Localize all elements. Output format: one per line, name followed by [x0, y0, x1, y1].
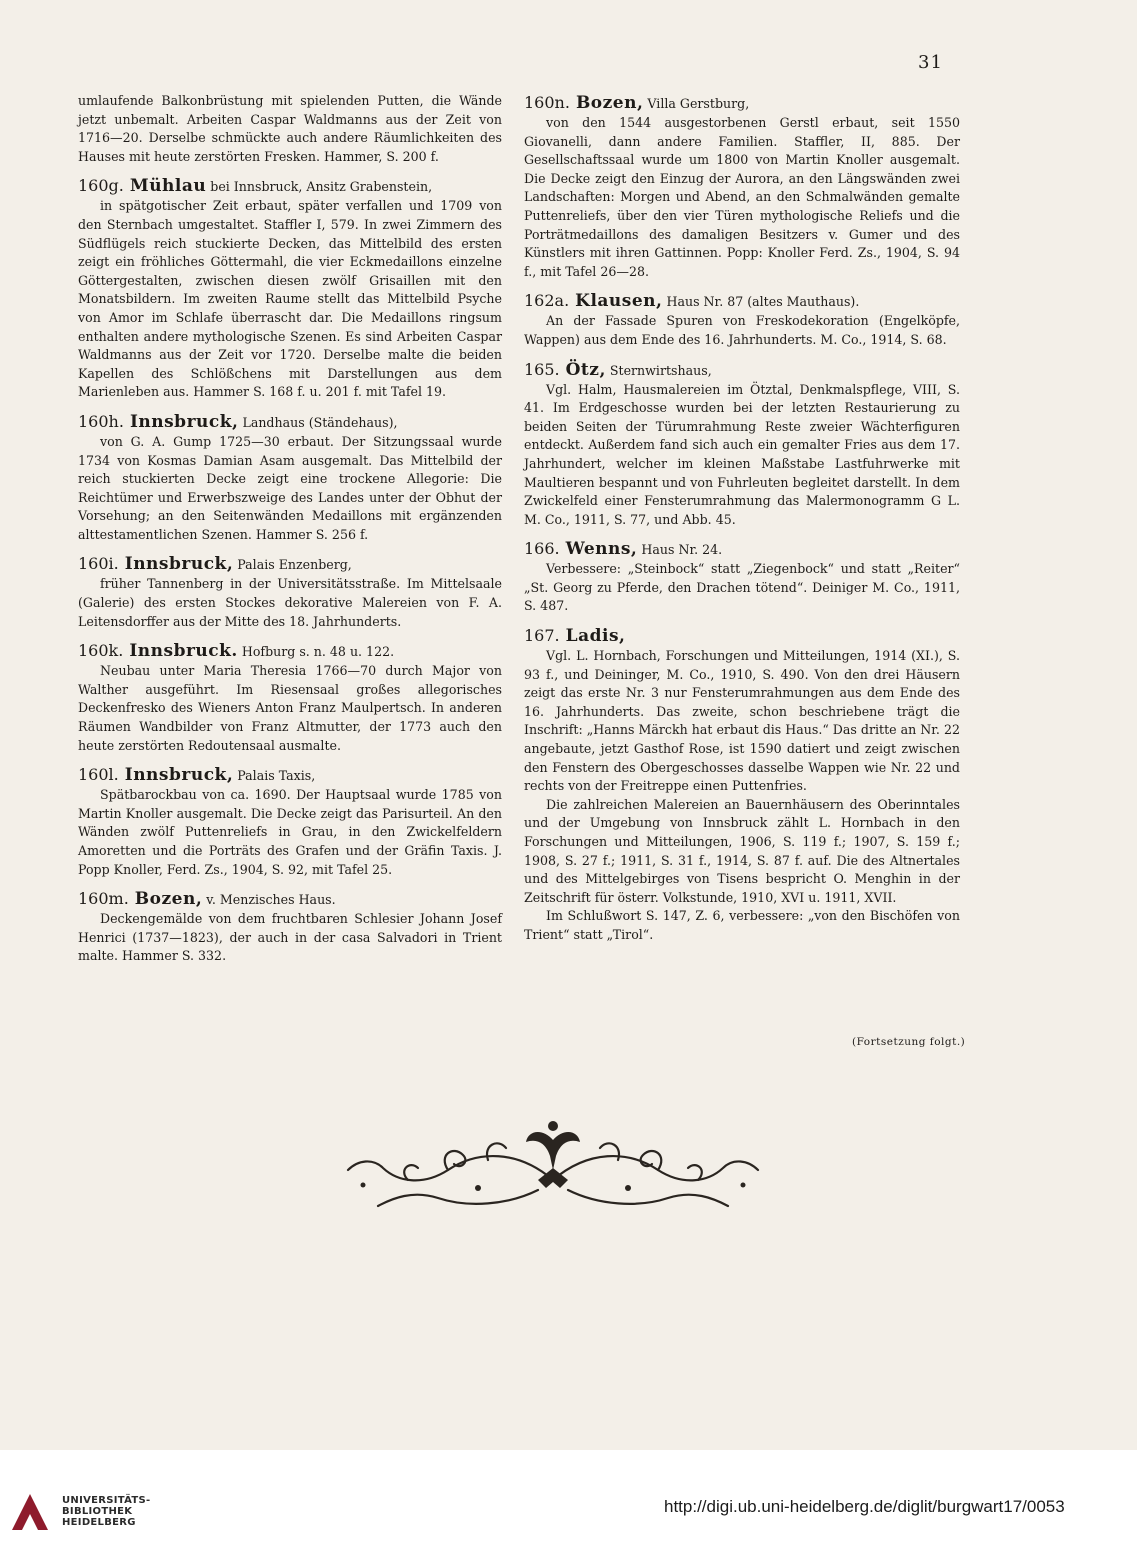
entry-place: Bozen, — [575, 93, 644, 113]
entry-place: Bozen, — [134, 889, 203, 910]
entry-heading — [524, 290, 960, 312]
entry-subtitle: bei Innsbruck, Ansitz Grabenstein, — [210, 179, 433, 195]
entry-place: Wenns, — [565, 539, 638, 560]
entry-text-closing: Im Schlußwort S. 147, Z. 6, verbessere: „von den Bischöfen von Trient“ statt „Tirol“. — [524, 908, 960, 942]
entry-number: 160h. — [78, 411, 124, 431]
entry-text: Neubau unter Maria Theresia 1766—70 durch Major von Walther ausgeführt. Im Riesensaal großes allegorisches Deckenfresko des Wieners Anton Franz Maulpertsch. In anderen Räumen Wandbilder von Franz Altmutter, der 1773 auch den heute zerstörten Redoutensaal ausmalte. — [78, 663, 502, 753]
entry-place: Ötz, — [565, 359, 606, 380]
entry-subtitle: Haus Nr. 24. — [641, 542, 723, 558]
page-number: 31 — [918, 52, 943, 73]
university-library-logo-icon — [8, 1490, 52, 1534]
entry-place: Klausen, — [575, 291, 663, 312]
entry-text: An der Fassade Spuren von Freskodekoration (Engelköpfe, Wappen) aus dem Ende des 16. Jahrhunderts. M. Co., 1914, S. 68. — [524, 313, 960, 347]
entry-subtitle: Palais Taxis, — [237, 768, 316, 784]
entry-166 — [524, 538, 960, 616]
entry-number: 160m. — [78, 889, 129, 909]
entry-160h — [78, 411, 502, 545]
entry-place: Innsbruck. — [129, 641, 238, 662]
left-column — [78, 92, 502, 966]
library-name — [62, 1495, 151, 1528]
entry-subtitle: Sternwirtshaus, — [609, 362, 712, 378]
entry-number: 160l. — [78, 765, 119, 785]
entry-165 — [524, 359, 960, 530]
entry-text: Vgl. L. Hornbach, Forschungen und Mitteilungen, 1914 (XI.), S. 93 f., und Deininger, M. Co., 1910, S. 490. Von den drei Häusern zeigt das erste Nr. 3 nur Fensterumrahmungen aus dem Ende des 16. Jahrhunderts. Das zweite, schon beschriebene trägt die Inschrift: „Hanns Märckh hat erbaut dis Haus.“ Das dritte an Nr. 22 angebaute, jetzt Gasthof Rose, ist 1590 datiert und zeigt zwischen den Fenstern des Obergeschosses dasselbe Wappen wie Nr. 22 und rechts von der Freitreppe einen Puttenfries. — [524, 648, 960, 794]
entry-text: Verbessere: „Steinbock“ statt „Ziegenbock“ und statt „Reiter“ „St. Georg zu Pferde, den Drachen tötend“. Deiniger M. Co., 1911, S. 487. — [524, 561, 960, 614]
entry-number: 167. — [524, 626, 560, 646]
entry-subtitle: Haus Nr. 87 (altes Mauthaus). — [666, 294, 860, 310]
entry-160k — [78, 640, 502, 755]
entry-subtitle: Hofburg s. n. 48 u. 122. — [241, 644, 395, 660]
entry-place: Ladis, — [565, 626, 626, 647]
entry-number: 160n. — [524, 93, 570, 112]
entry-160i — [78, 553, 502, 631]
entry-text: Spätbarockbau von ca. 1690. Der Hauptsaal wurde 1785 von Martin Knoller ausgemalt. Die Decke zeigt das Parisurteil. An den Wänden zwölf Puttenreliefs in Grau, in den Zwickelfeldern Amoretten und die Porträts des Grafen und der Gräfin Taxis. J. Popp Knoller, Ferd. Zs., 1904, S. 92, mit Tafel 25. — [78, 787, 502, 877]
entry-place: Innsbruck, — [129, 411, 239, 432]
entry-number: 166. — [524, 539, 560, 559]
entry-167 — [524, 625, 960, 945]
entry-text: von G. A. Gump 1725—30 erbaut. Der Sitzungssaal wurde 1734 von Kosmas Damian Asam ausgemalt. Das Mittelbild der reich stuckierten Decke zeigt eine trockene Allegorie: Die Reichtümer und Erwerbszweige des Landes unter der Obhut der Vorsehung; an den Seitenwänden Medaillons mit ergänzenden alttestamentlichen Szenen. Hammer S. 256 f. — [78, 433, 502, 542]
entry-number: 160i. — [78, 554, 119, 574]
entry-place: Mühlau — [129, 176, 207, 197]
entry-160m — [78, 888, 502, 966]
entry-subtitle: Palais Enzenberg, — [237, 557, 352, 573]
continuation-note: (Fortsetzung folgt.) — [852, 1036, 966, 1048]
entry-heading — [78, 411, 502, 433]
entry-subtitle: v. Menzisches Haus. — [206, 892, 336, 908]
entry-160g — [78, 175, 502, 402]
entry-heading — [524, 359, 960, 381]
intro-paragraph: umlaufende Balkonbrüstung mit spielenden Putten, die Wände jetzt unbemalt. Arbeiten Caspar Waldmanns aus der Zeit von 1716—20. Derselbe schmückte auch andere Räumlichkeiten des Hauses mit heute zerstörten Fresken. Hammer, S. 200 f. — [78, 93, 502, 164]
entry-number: 160k. — [78, 641, 124, 661]
entry-heading — [78, 888, 502, 910]
right-column — [524, 92, 960, 945]
entry-heading — [524, 625, 960, 647]
footer-bar — [0, 1450, 1137, 1559]
entry-subtitle: Villa Gerstburg, — [647, 96, 750, 111]
source-url-link[interactable]: http://digi.ub.uni-heidelberg.de/diglit/burgwart17/0053 — [664, 1497, 1065, 1516]
entry-text: früher Tannenberg in der Universitätsstraße. Im Mittelsaale (Galerie) des ersten Stockes dekorative Malereien von F. A. Leitensdorffer aus der Mitte des 18. Jahrhunderts. — [78, 576, 502, 629]
entry-160l — [78, 764, 502, 879]
library-name-line: UNIVERSITÄTS- — [62, 1495, 151, 1506]
entry-heading — [524, 538, 960, 560]
library-name-line: HEIDELBERG — [62, 1517, 136, 1528]
entry-heading — [78, 764, 502, 786]
entry-subtitle: Landhaus (Ständehaus), — [242, 414, 398, 430]
entry-162a — [524, 290, 960, 349]
entry-place: Innsbruck, — [124, 765, 234, 786]
entry-heading — [78, 175, 502, 197]
entry-heading — [524, 92, 960, 114]
entry-number: 160g. — [78, 176, 124, 196]
entry-text: von den 1544 ausgestorbenen Gerstl erbaut, seit 1550 Giovanelli, dann andere Familien. Staffler, II, 885. Der Gesellschaftssaal wurde um 1800 von Martin Knoller ausgemalt. Die Decke zeigt den Einzug der Aurora, an den Längswänden zwei Landschaften: Morgen und Abend, an den Schmalwänden gemalte Puttenreliefs, über den vier Türen mythologische Reliefs und die Porträtmedaillons des damaligen Besitzers v. Gumer und des Künstlers mit ihren Gattinnen. Popp: Knoller Ferd. Zs., 1904, S. 94 f., mit Tafel 26—28. — [524, 115, 960, 279]
entry-heading — [78, 640, 502, 662]
entry-place: Innsbruck, — [124, 554, 234, 575]
library-name-line: BIBLIOTHEK — [62, 1506, 133, 1517]
entry-text: Vgl. Halm, Hausmalereien im Ötztal, Denkmalspflege, VIII, S. 41. Im Erdgeschosse wurden bei der letzten Restaurierung zu beiden Seiten der Türumrahmung Reste zweier Wächterfiguren entdeckt. Außerdem fand sich auch ein gemalter Fries aus dem 17. Jahrhundert, welcher im kleinen Maßstabe Lastfuhrwerke mit Maultieren bespannt und von Fuhrleuten begleitet darstellt. In dem Zwickelfeld einer Fensterumrahmung das Malermonogramm G L. M. Co., 1911, S. 77, und Abb. 45. — [524, 381, 960, 527]
vignette-ornament-icon — [338, 1110, 768, 1220]
entry-text-continued: Die zahlreichen Malereien an Bauernhäusern des Oberinntales und der Umgebung von Innsbruck zählt L. Hornbach in den Forschungen und Mitteilungen, 1906, S. 119 f.; 1907, S. 159 f.; 1908, S. 27 f.; 1911, S. 31 f., 1914, S. 87 f. auf. Die des Altnertales und des Mittelgebirges von Tisens bespricht O. Menghin in der Zeitschrift für österr. Volkstunde, 1910, XVI u. 1911, XVII. — [524, 796, 960, 905]
entry-text: in spätgotischer Zeit erbaut, später verfallen und 1709 von den Sternbach umgestaltet. Staffler I, 579. In zwei Zimmern des Südflügels reich stuckierte Decken, das Mittelbild des ersten zeigt ein fröhliches Göttermahl, die vier Eckmedaillons einzelne Göttergestalten, zwischen diesen zwölf Grisaillen mit den Monatsbildern. Im zweiten Raume stellt das Mittelbild Psyche von Amor im Schlafe überrascht dar. Die Medaillons ringsum enthalten andere mythologische Szenen. Es sind Arbeiten Caspar Waldmanns aus der Zeit vor 1720. Derselbe malte die beiden Kapellen des Schlößchens mit Darstellungen aus dem Marienleben aus. Hammer S. 168 f. u. 201 f. mit Tafel 19. — [78, 198, 502, 400]
entry-number: 162a. — [524, 291, 570, 311]
entry-160n — [524, 92, 960, 281]
entry-text: Deckengemälde von dem fruchtbaren Schlesier Johann Josef Henrici (1737—1823), der auch in der casa Salvadori in Trient malte. Hammer S. 332. — [78, 911, 502, 964]
entry-number: 165. — [524, 359, 560, 379]
entry-heading — [78, 553, 502, 575]
